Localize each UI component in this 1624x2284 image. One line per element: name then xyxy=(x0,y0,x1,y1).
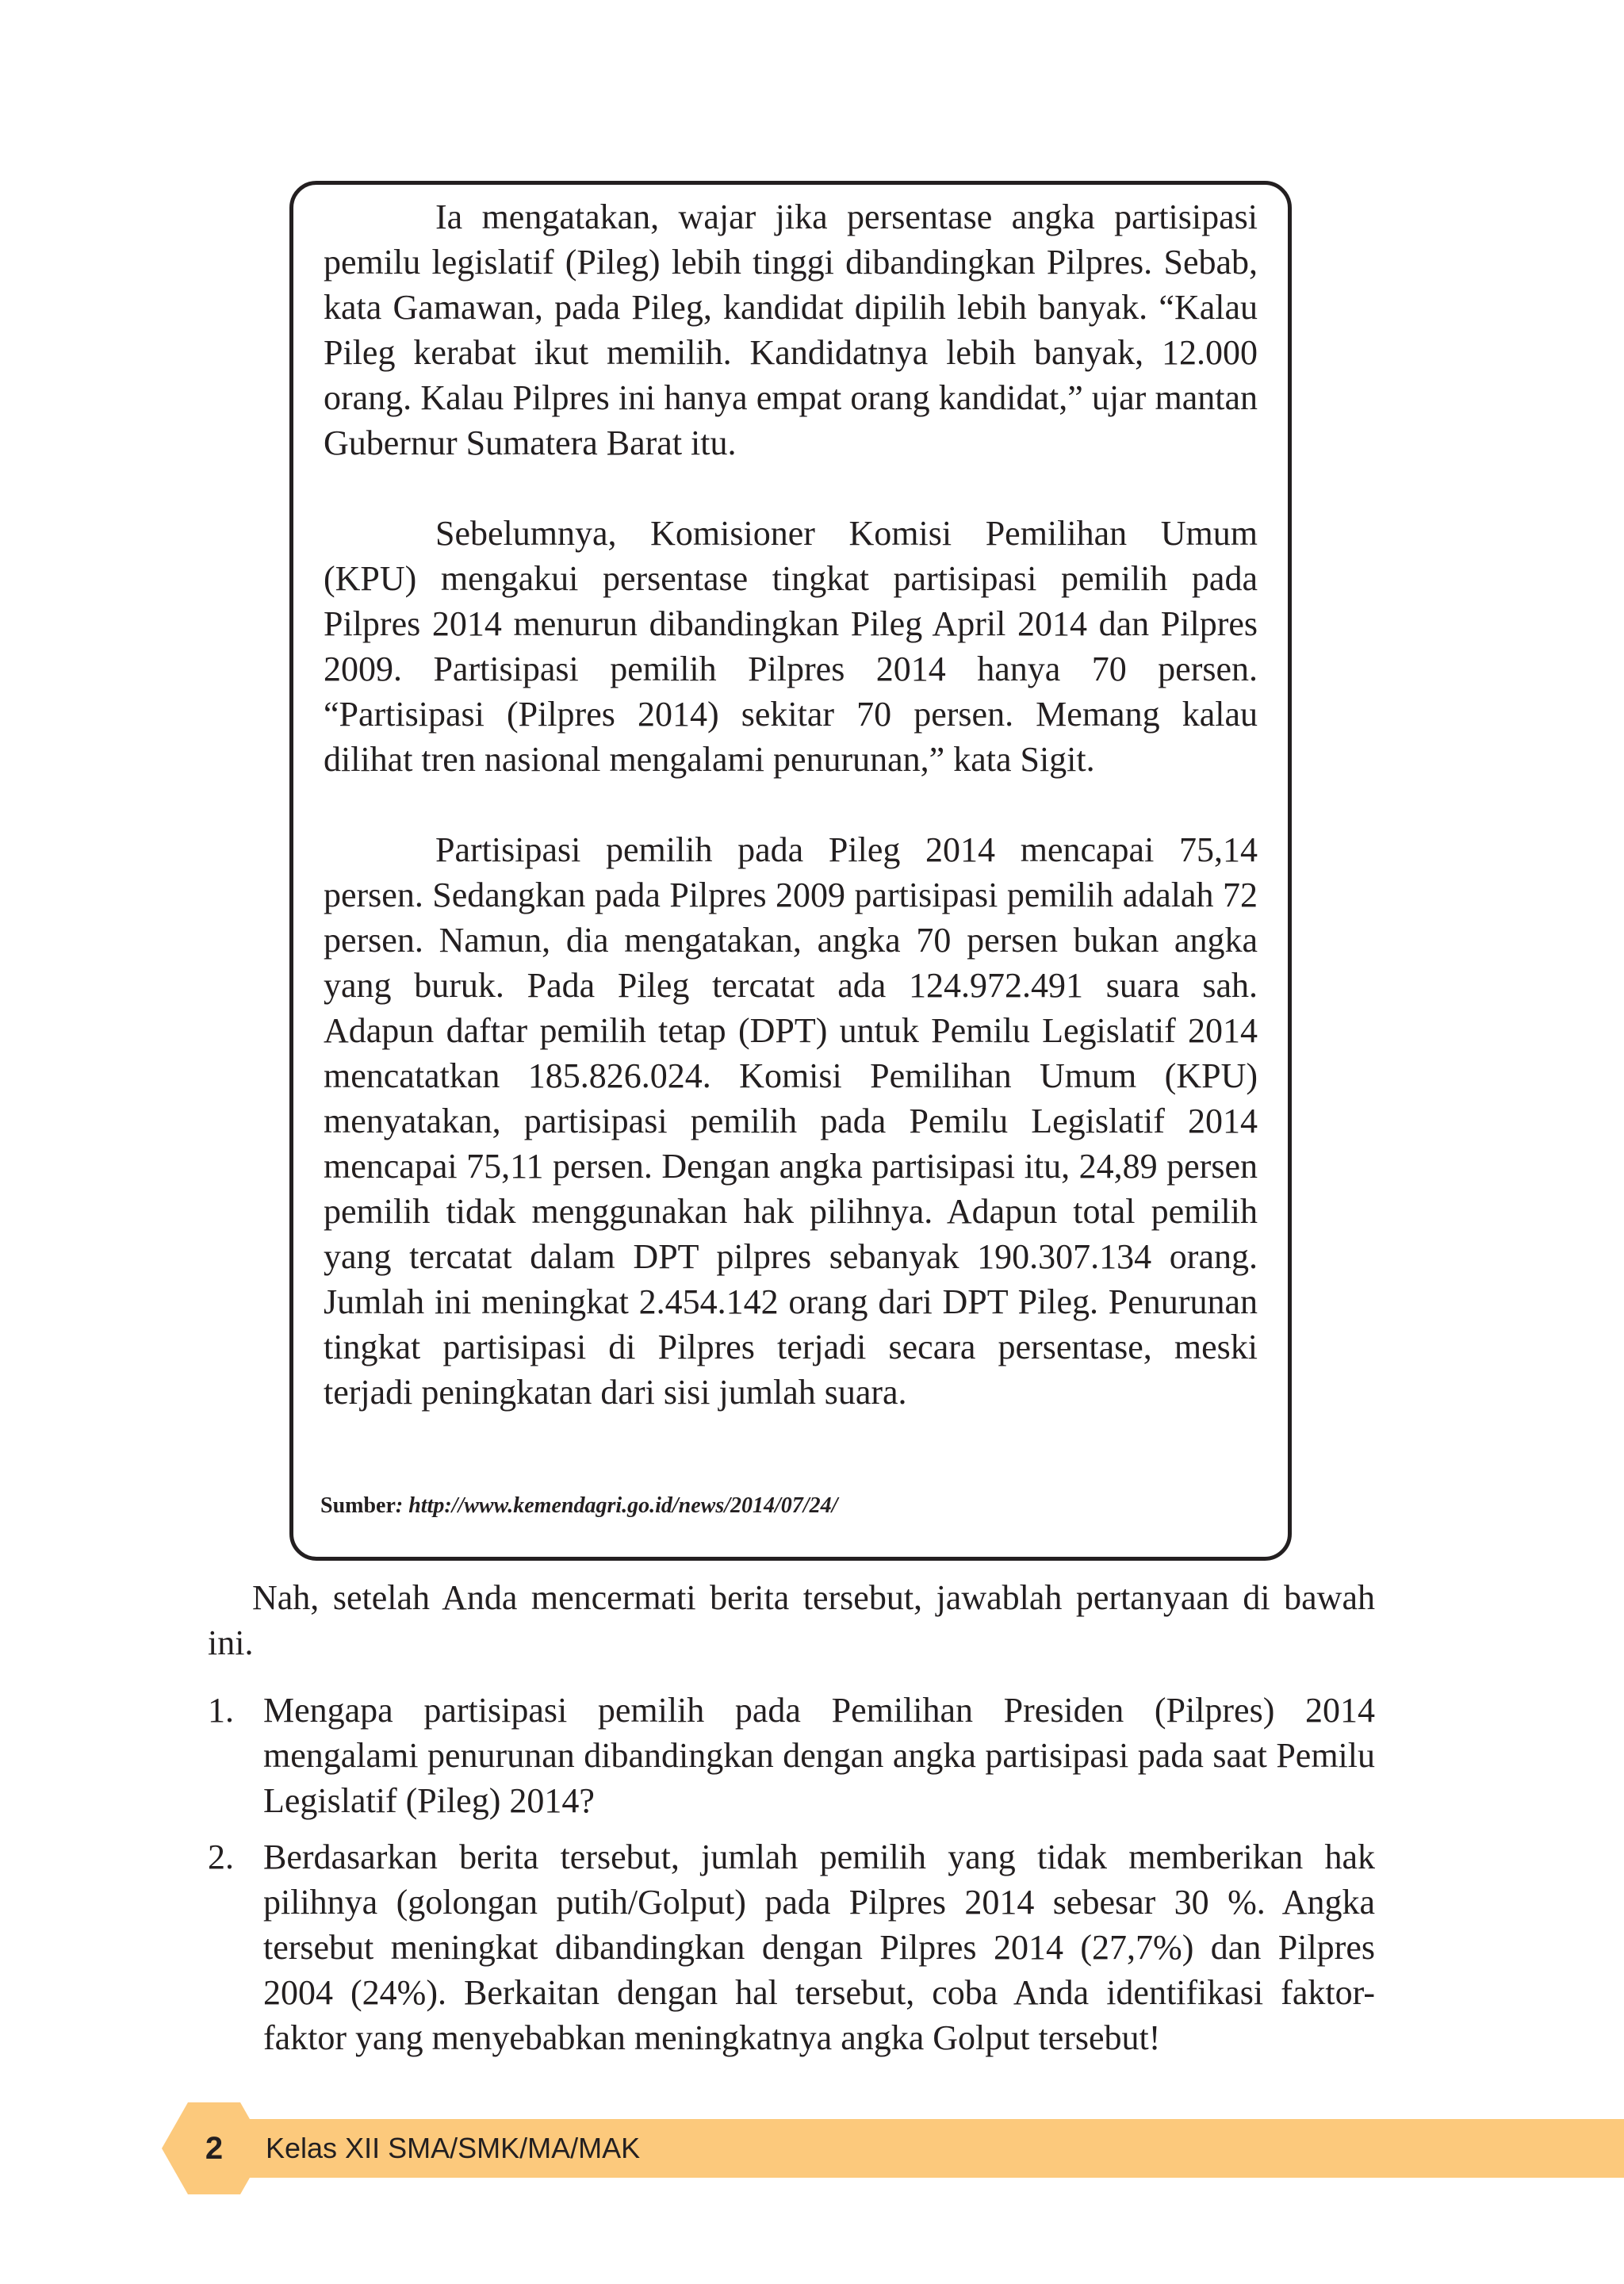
source-url: : http://www.kemendagri.go.id/news/2014/07/24/ xyxy=(395,1493,838,1518)
news-paragraph-2: Sebelumnya, Komisioner Komisi Pemilihan Umum (KPU) mengakui persentase tingkat partisipasi pemilih pada Pilpres 2014 menurun dibandingkan Pileg April 2014 dan Pilpres 2009. Partisipasi pemilih Pilpres 2014 hanya 70 persen. “Partisipasi (Pilpres 2014) sekitar 70 persen. Memang kalau dilihat tren nasional mengalami penurunan,” kata Sigit. xyxy=(324,514,1258,779)
question-item xyxy=(208,1834,1375,2060)
page-number: 2 xyxy=(205,2131,224,2166)
question-text: Berdasarkan berita tersebut, jumlah pemilih yang tidak memberikan hak pilihnya (golongan putih/Golput) pada Pilpres 2014 sebesar 30 %. Angka tersebut meningkat dibandingkan dengan Pilpres 2014 (27,7%) dan Pilpres 2004 (24%). Berkaitan dengan hal tersebut, coba Anda identifikasi faktor-faktor yang menyebabkan meningkatnya angka Golput tersebut! xyxy=(263,1838,1375,2057)
news-paragraph-1: Ia mengatakan, wajar jika persentase angka partisipasi pemilu legislatif (Pileg) lebih tinggi dibandingkan Pilpres. Sebab, kata Gamawan, pada Pileg, kandidat dipilih lebih banyak. “Kalau Pileg kerabat ikut memilih. Kandidatnya lebih banyak, 12.000 orang. Kalau Pilpres ini hanya empat orang kandidat,” ujar mantan Gubernur Sumatera Barat itu. xyxy=(324,197,1258,462)
question-number: 2. xyxy=(208,1838,234,1876)
news-source xyxy=(320,1493,837,1519)
question-list xyxy=(208,1688,1375,2060)
footer-book-title: Kelas XII SMA/SMK/MA/MAK xyxy=(266,2132,641,2164)
source-label: Sumber xyxy=(320,1493,396,1518)
intro-paragraph: Nah, setelah Anda mencermati berita tersebut, jawablah pertanyaan di bawah ini. xyxy=(208,1578,1375,1662)
question-item xyxy=(208,1688,1375,1823)
question-number: 1. xyxy=(208,1691,234,1730)
news-quote-box xyxy=(289,181,1292,1561)
question-text: Mengapa partisipasi pemilih pada Pemilihan Presiden (Pilpres) 2014 mengalami penurunan dibandingkan dengan angka partisipasi pada saat Pemilu Legislatif (Pileg) 2014? xyxy=(263,1691,1375,1820)
news-paragraph-3: Partisipasi pemilih pada Pileg 2014 mencapai 75,14 persen. Sedangkan pada Pilpres 2009 partisipasi pemilih adalah 72 persen. Namun, dia mengatakan, angka 70 persen bukan angka yang buruk. Pada Pileg tercatat ada 124.972.491 suara sah. Adapun daftar pemilih tetap (DPT) untuk Pemilu Legislatif 2014 mencatatkan 185.826.024. Komisi Pemilihan Umum (KPU) menyatakan, partisipasi pemilih pada Pemilu Legislatif 2014 mencapai 75,11 persen. Dengan angka partisipasi itu, 24,89 persen pemilih tidak menggunakan hak pilihnya. Adapun total pemilih yang tercatat dalam DPT pilpres sebanyak 190.307.134 orang. Jumlah ini meningkat 2.454.142 orang dari DPT Pileg. Penurunan tingkat partisipasi di Pilpres terjadi secara persentase, meski terjadi peningkatan dari sisi jumlah suara. xyxy=(324,830,1258,1412)
